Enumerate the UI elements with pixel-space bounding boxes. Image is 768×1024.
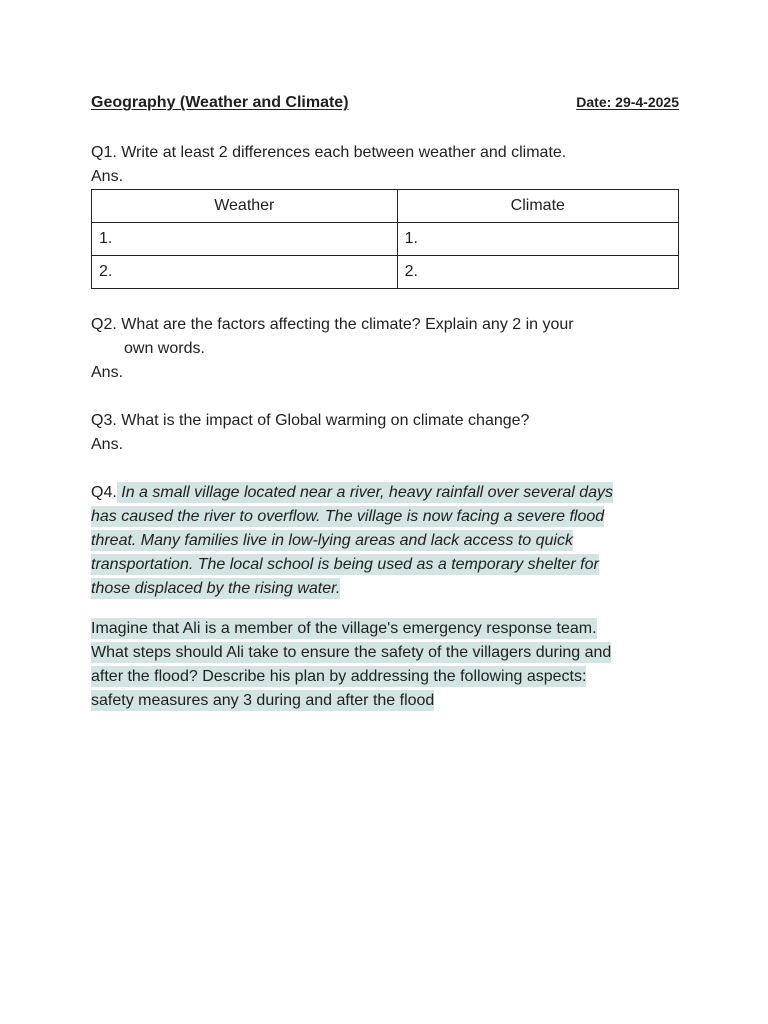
table-cell[interactable]: 2. bbox=[92, 256, 398, 289]
document-date: Date: 29-4-2025 bbox=[576, 94, 679, 110]
scenario-line bbox=[91, 553, 679, 577]
scenario-line bbox=[91, 577, 679, 601]
question-1 bbox=[91, 141, 679, 289]
question-2-ans: Ans. bbox=[91, 364, 124, 381]
table-header-row bbox=[92, 190, 679, 223]
question-4-task bbox=[91, 617, 679, 713]
task-line-text: after the flood? Describe his plan by addressing the following aspects: bbox=[91, 668, 587, 685]
scenario-line-text: In a small village located near a river, heavy rainfall over several days bbox=[116, 484, 614, 501]
document-header bbox=[91, 94, 679, 116]
task-line-text: Imagine that Ali is a member of the village's emergency response team. bbox=[91, 620, 597, 637]
question-3-text: Q3. What is the impact of Global warming on climate change? bbox=[91, 412, 530, 429]
scenario-line-text: threat. Many families live in low-lying areas and lack access to quick bbox=[91, 532, 573, 549]
task-line-text: What steps should Ali take to ensure the safety of the villagers during and bbox=[91, 644, 612, 661]
document-page bbox=[91, 94, 679, 713]
table-header-weather: Weather bbox=[92, 190, 398, 223]
task-line bbox=[91, 617, 679, 641]
scenario-line-text: those displaced by the rising water. bbox=[91, 580, 341, 597]
scenario-line-text: has caused the river to overflow. The village is now facing a severe flood bbox=[91, 508, 605, 525]
table-row bbox=[92, 256, 679, 289]
task-line bbox=[91, 665, 679, 689]
task-line bbox=[91, 641, 679, 665]
task-line-text: safety measures any 3 during and after the flood bbox=[91, 692, 435, 709]
document-title: Geography (Weather and Climate) bbox=[91, 94, 349, 111]
task-line bbox=[91, 689, 679, 713]
scenario-line-text: transportation. The local school is being used as a temporary shelter for bbox=[91, 556, 599, 573]
question-4-label: Q4. bbox=[91, 484, 117, 501]
differences-table bbox=[91, 189, 679, 289]
scenario-line bbox=[91, 481, 679, 505]
scenario-line bbox=[91, 505, 679, 529]
table-cell[interactable]: 1. bbox=[92, 223, 398, 256]
table-header-climate: Climate bbox=[397, 190, 678, 223]
table-cell[interactable]: 1. bbox=[397, 223, 678, 256]
question-3-ans: Ans. bbox=[91, 436, 124, 453]
question-1-ans: Ans. bbox=[91, 168, 124, 185]
scenario-line bbox=[91, 529, 679, 553]
table-row bbox=[92, 223, 679, 256]
question-1-text: Q1. Write at least 2 differences each between weather and climate. bbox=[91, 144, 567, 161]
table-cell[interactable]: 2. bbox=[397, 256, 678, 289]
question-2-text-line-2: own words. bbox=[124, 340, 205, 357]
question-3 bbox=[91, 409, 679, 457]
question-4 bbox=[91, 481, 679, 713]
question-2 bbox=[91, 313, 679, 385]
question-4-scenario bbox=[91, 481, 679, 601]
question-2-text-line-1: Q2. What are the factors affecting the climate? Explain any 2 in your bbox=[91, 316, 574, 333]
